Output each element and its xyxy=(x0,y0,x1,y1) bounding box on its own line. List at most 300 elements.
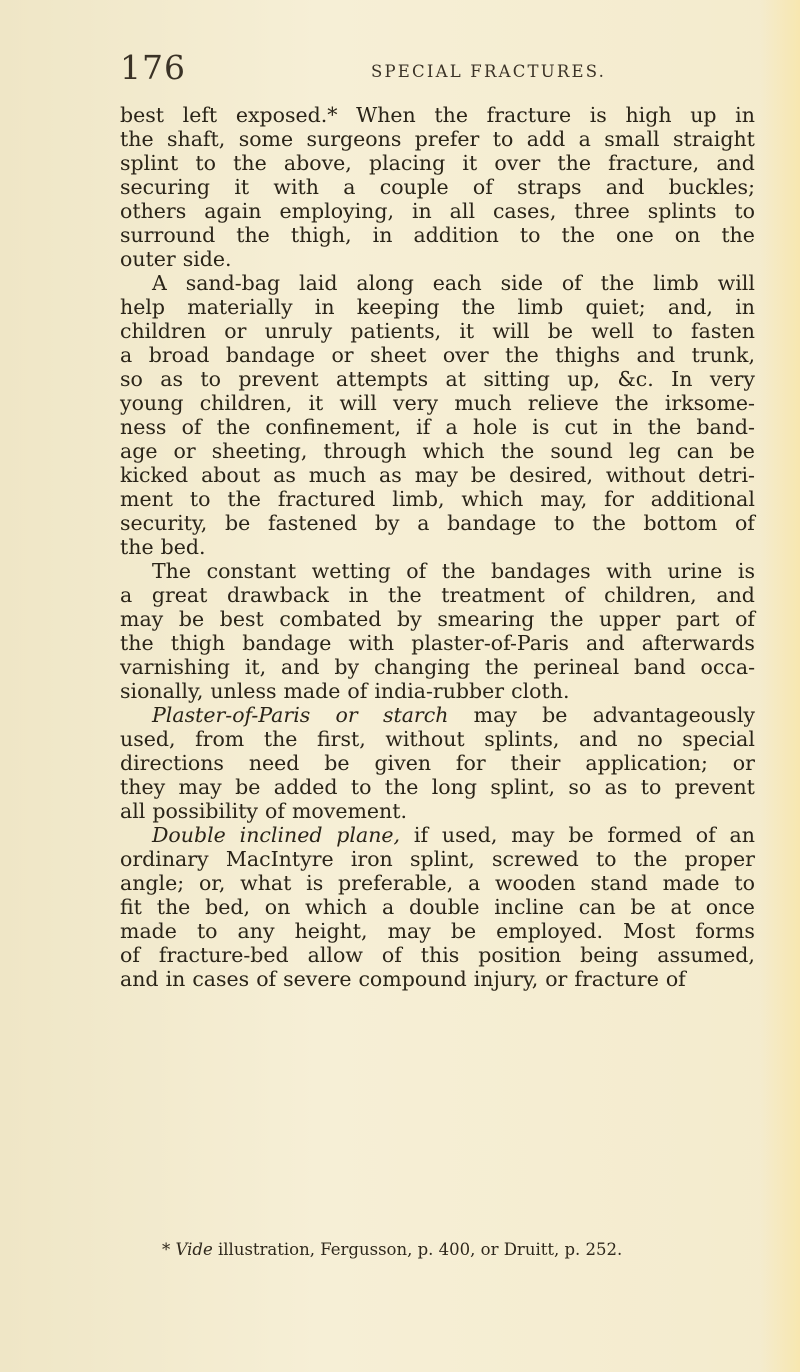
word: over xyxy=(494,151,541,175)
word: part xyxy=(676,607,720,631)
word: the xyxy=(388,583,422,607)
word: what xyxy=(240,871,292,895)
word: the xyxy=(384,775,419,799)
word: bed. xyxy=(160,535,206,559)
word: sheet xyxy=(370,343,427,367)
word: fracture xyxy=(574,967,659,991)
word: may xyxy=(414,463,458,487)
word: sound xyxy=(550,439,613,463)
word: compound xyxy=(358,967,467,991)
word: over xyxy=(442,343,489,367)
footnote-text: illustration, Fergusson, p. 400, or Druitt, p. 252. xyxy=(217,1240,623,1259)
word: on xyxy=(674,223,701,247)
word: some xyxy=(238,127,294,151)
word: limb, xyxy=(392,487,445,511)
text-line xyxy=(120,559,755,583)
word: bottom xyxy=(643,511,718,535)
body-text xyxy=(120,103,755,991)
word: Plaster-of-Paris xyxy=(152,703,311,727)
word: screwed xyxy=(491,847,579,871)
word: others xyxy=(120,199,187,223)
word: laid xyxy=(299,271,338,295)
word: of xyxy=(472,175,493,199)
word: which xyxy=(422,439,485,463)
word: and xyxy=(579,727,618,751)
word: a xyxy=(417,511,430,535)
word: ness xyxy=(120,415,167,439)
word: to xyxy=(640,775,662,799)
word: be xyxy=(225,511,251,535)
word: great xyxy=(151,583,208,607)
word: thigh xyxy=(170,631,226,655)
word: which xyxy=(461,487,524,511)
word: fit xyxy=(120,895,142,919)
word: the xyxy=(233,151,267,175)
word: with xyxy=(606,559,652,583)
word: a xyxy=(120,583,133,607)
word: be xyxy=(324,751,350,775)
word: the xyxy=(120,631,154,655)
word: patients, xyxy=(350,319,442,343)
word: to xyxy=(195,151,216,175)
word: by xyxy=(374,511,400,535)
word: irksome- xyxy=(664,391,755,415)
text-line xyxy=(120,583,755,607)
word: In xyxy=(671,367,693,391)
text-line xyxy=(120,223,755,247)
word: will xyxy=(339,391,377,415)
text-line xyxy=(120,895,755,919)
word: the xyxy=(561,223,596,247)
word: as xyxy=(273,463,296,487)
footnote-vide: Vide xyxy=(175,1240,213,1259)
word: side xyxy=(500,271,543,295)
word: ordinary xyxy=(120,847,209,871)
text-line xyxy=(120,823,755,847)
word: the xyxy=(600,271,635,295)
word: double xyxy=(408,895,480,919)
word: detri- xyxy=(698,463,755,487)
word: the xyxy=(227,487,261,511)
word: cases, xyxy=(492,199,557,223)
word: to xyxy=(492,127,514,151)
text-line xyxy=(120,295,755,319)
word: of xyxy=(120,943,140,967)
word: quiet; xyxy=(585,295,646,319)
text-line xyxy=(120,487,755,511)
word: which xyxy=(305,895,368,919)
word: trunk, xyxy=(691,343,755,367)
word: may xyxy=(511,823,555,847)
word: plaster-of-Paris xyxy=(411,631,569,655)
word: limb xyxy=(517,295,564,319)
word: the xyxy=(615,391,649,415)
word: perineal xyxy=(533,655,620,679)
word: in xyxy=(348,583,369,607)
word: through xyxy=(323,439,407,463)
word: and xyxy=(281,655,320,679)
word: to xyxy=(734,871,755,895)
word: possibility xyxy=(152,799,259,823)
word: in xyxy=(735,295,755,319)
word: bed, xyxy=(205,895,250,919)
word: the xyxy=(721,223,755,247)
word: if xyxy=(413,823,429,847)
word: and, xyxy=(667,295,713,319)
word: help xyxy=(120,295,166,319)
word: along xyxy=(356,271,414,295)
word: smearing xyxy=(437,607,535,631)
word: above, xyxy=(283,151,352,175)
word: to xyxy=(519,223,541,247)
word: of xyxy=(406,559,427,583)
word: it xyxy=(459,319,475,343)
word: children, xyxy=(604,583,697,607)
word: fastened xyxy=(267,511,358,535)
text-line xyxy=(120,175,755,199)
word: and xyxy=(716,151,755,175)
word: or xyxy=(335,703,358,727)
word: surround xyxy=(120,223,216,247)
word: a xyxy=(343,175,356,199)
word: the xyxy=(120,535,154,559)
text-line xyxy=(120,727,755,751)
word: may xyxy=(178,775,222,799)
word: side. xyxy=(182,247,232,271)
word: can xyxy=(676,439,714,463)
word: the xyxy=(505,343,539,367)
running-head: SPECIAL FRACTURES. xyxy=(371,62,607,81)
word: drawback xyxy=(227,583,329,607)
word: or xyxy=(732,751,755,775)
word: by xyxy=(334,655,360,679)
word: all xyxy=(449,199,476,223)
word: starch xyxy=(382,703,449,727)
word: so xyxy=(568,775,592,799)
word: is xyxy=(737,559,755,583)
word: and xyxy=(716,583,755,607)
word: A xyxy=(152,271,167,295)
word: band xyxy=(634,655,686,679)
word: employing, xyxy=(279,199,395,223)
word: iron xyxy=(350,847,393,871)
word: on xyxy=(264,895,291,919)
word: left xyxy=(182,103,218,127)
word: being xyxy=(580,943,639,967)
word: outer xyxy=(120,247,176,271)
word: of xyxy=(347,679,368,703)
text-line xyxy=(120,703,755,727)
word: severe xyxy=(283,967,352,991)
word: or xyxy=(224,319,247,343)
word: young xyxy=(120,391,184,415)
word: of xyxy=(735,607,755,631)
word: splint, xyxy=(410,847,475,871)
text-line xyxy=(120,151,755,175)
word: much xyxy=(308,463,367,487)
word: of xyxy=(564,583,585,607)
word: much xyxy=(454,391,512,415)
word: used, xyxy=(120,727,176,751)
word: directions xyxy=(120,751,224,775)
word: splint xyxy=(120,151,179,175)
text-line xyxy=(120,199,755,223)
word: is xyxy=(532,415,550,439)
word: this xyxy=(420,943,460,967)
word: varnishing xyxy=(120,655,230,679)
word: hole xyxy=(472,415,518,439)
word: in xyxy=(372,223,393,247)
word: sand-bag xyxy=(185,271,281,295)
word: fractured xyxy=(277,487,376,511)
word: the xyxy=(263,727,298,751)
text-line xyxy=(120,775,755,799)
word: to xyxy=(350,775,372,799)
word: surgeons xyxy=(306,127,402,151)
word: injury, xyxy=(473,967,539,991)
word: in xyxy=(411,199,432,223)
word: as xyxy=(604,775,628,799)
word: band- xyxy=(696,415,755,439)
word: confinement, xyxy=(265,415,401,439)
text-line xyxy=(120,511,755,535)
word: forms xyxy=(695,919,755,943)
word: age xyxy=(120,439,158,463)
word: is xyxy=(589,103,607,127)
word: in xyxy=(314,295,335,319)
word: wooden xyxy=(495,871,576,895)
word: first, xyxy=(316,727,366,751)
text-line xyxy=(120,655,755,679)
word: materially xyxy=(187,295,293,319)
word: again xyxy=(204,199,262,223)
word: placing xyxy=(368,151,446,175)
word: and xyxy=(605,175,645,199)
word: constant xyxy=(206,559,297,583)
word: it, xyxy=(244,655,267,679)
word: additional xyxy=(650,487,755,511)
word: may xyxy=(120,607,164,631)
word: children, xyxy=(199,391,293,415)
word: buckles; xyxy=(668,175,755,199)
text-line xyxy=(120,607,755,631)
word: or xyxy=(331,343,354,367)
word: bandage xyxy=(447,511,537,535)
word: of xyxy=(381,943,402,967)
word: advantageously xyxy=(592,703,755,727)
word: addition xyxy=(413,223,499,247)
word: leg xyxy=(628,439,661,463)
word: one xyxy=(616,223,654,247)
word: height, xyxy=(294,919,368,943)
word: the xyxy=(156,895,191,919)
word: their xyxy=(510,751,561,775)
word: the xyxy=(500,439,535,463)
word: up xyxy=(690,103,717,127)
word: without xyxy=(385,727,465,751)
word: fracture-bed xyxy=(158,943,289,967)
word: a xyxy=(120,343,133,367)
word: assumed, xyxy=(657,943,755,967)
word: each xyxy=(432,271,482,295)
word: small xyxy=(604,127,660,151)
word: be xyxy=(235,775,261,799)
word: very xyxy=(709,367,755,391)
word: of xyxy=(256,967,277,991)
word: made xyxy=(662,871,720,895)
word: the xyxy=(216,415,251,439)
word: of xyxy=(695,823,716,847)
word: movement. xyxy=(291,799,407,823)
text-line xyxy=(120,271,755,295)
word: may xyxy=(387,919,431,943)
text-line xyxy=(120,751,755,775)
text-line xyxy=(120,343,755,367)
word: the xyxy=(484,655,519,679)
word: for xyxy=(455,751,486,775)
word: in xyxy=(612,415,633,439)
word: unruly xyxy=(264,319,333,343)
word: kicked xyxy=(120,463,189,487)
word: made xyxy=(283,679,341,703)
text-line xyxy=(120,631,755,655)
word: be xyxy=(542,703,568,727)
word: position xyxy=(478,943,562,967)
word: will xyxy=(717,271,755,295)
word: thighs xyxy=(555,343,621,367)
word: at xyxy=(670,895,691,919)
word: added xyxy=(273,775,338,799)
word: in xyxy=(165,967,186,991)
text-line xyxy=(120,871,755,895)
text-line xyxy=(120,103,755,127)
word: as xyxy=(379,463,402,487)
word: without xyxy=(605,463,686,487)
page-number: 176 xyxy=(120,48,186,87)
word: up, xyxy=(567,367,601,391)
word: cut xyxy=(564,415,598,439)
word: splint, xyxy=(490,775,556,799)
word: the xyxy=(236,223,270,247)
word: splints, xyxy=(484,727,560,751)
word: straight xyxy=(672,127,755,151)
text-line xyxy=(120,535,755,559)
word: to xyxy=(734,199,755,223)
word: be xyxy=(630,895,656,919)
text-line xyxy=(120,463,755,487)
word: prevent xyxy=(674,775,755,799)
word: high xyxy=(625,103,672,127)
word: an xyxy=(729,823,755,847)
word: ment xyxy=(120,487,174,511)
word: be xyxy=(450,919,477,943)
word: &c. xyxy=(617,367,654,391)
word: and xyxy=(636,343,676,367)
word: once xyxy=(705,895,755,919)
text-line xyxy=(120,439,755,463)
word: be xyxy=(470,463,497,487)
word: incline xyxy=(494,895,564,919)
word: with xyxy=(348,631,395,655)
word: prevent xyxy=(238,367,319,391)
word: used, xyxy=(441,823,498,847)
word: a xyxy=(381,895,395,919)
word: by xyxy=(397,607,422,631)
word: afterwards xyxy=(641,631,755,655)
word: upper xyxy=(599,607,661,631)
word: the xyxy=(549,607,584,631)
text-line xyxy=(120,967,755,991)
word: be xyxy=(547,319,574,343)
word: so xyxy=(120,367,143,391)
word: occa- xyxy=(700,655,755,679)
text-line xyxy=(120,919,755,943)
word: fracture, xyxy=(608,151,700,175)
word: to xyxy=(200,367,221,391)
word: three xyxy=(574,199,630,223)
word: with xyxy=(273,175,319,199)
word: may xyxy=(473,703,517,727)
word: angle; xyxy=(120,871,185,895)
word: it xyxy=(462,151,478,175)
word: of xyxy=(265,799,285,823)
word: securing xyxy=(120,175,211,199)
word: special xyxy=(682,727,755,751)
word: best xyxy=(120,103,165,127)
word: add xyxy=(526,127,566,151)
word: be xyxy=(568,823,594,847)
word: children xyxy=(120,319,207,343)
word: it xyxy=(308,391,324,415)
word: allow xyxy=(307,943,363,967)
word: fasten xyxy=(691,319,755,343)
word: sitting xyxy=(483,367,550,391)
word: changing xyxy=(374,655,471,679)
word: made xyxy=(120,919,177,943)
word: any xyxy=(237,919,275,943)
word: of xyxy=(561,271,582,295)
word: straps xyxy=(517,175,582,199)
word: is xyxy=(306,871,324,895)
word: long xyxy=(431,775,477,799)
text-line xyxy=(120,847,755,871)
word: a xyxy=(578,127,591,151)
word: the xyxy=(120,127,154,151)
word: to xyxy=(553,511,575,535)
word: preferable, xyxy=(338,871,454,895)
word: a xyxy=(445,415,458,439)
word: bandage xyxy=(225,343,315,367)
text-line xyxy=(120,679,755,703)
word: to xyxy=(196,919,218,943)
word: as xyxy=(160,367,184,391)
word: to xyxy=(652,319,673,343)
word: all xyxy=(120,799,146,823)
text-line xyxy=(120,415,755,439)
word: india-rubber xyxy=(374,679,505,703)
word: from xyxy=(195,727,245,751)
word: broad xyxy=(148,343,210,367)
text-line xyxy=(120,367,755,391)
word: may, xyxy=(540,487,588,511)
word: to xyxy=(189,487,211,511)
word: sheeting, xyxy=(211,439,308,463)
word: the xyxy=(633,847,668,871)
word: to xyxy=(595,847,617,871)
word: very xyxy=(392,391,439,415)
text-line xyxy=(120,943,755,967)
page-edge xyxy=(760,0,800,1372)
